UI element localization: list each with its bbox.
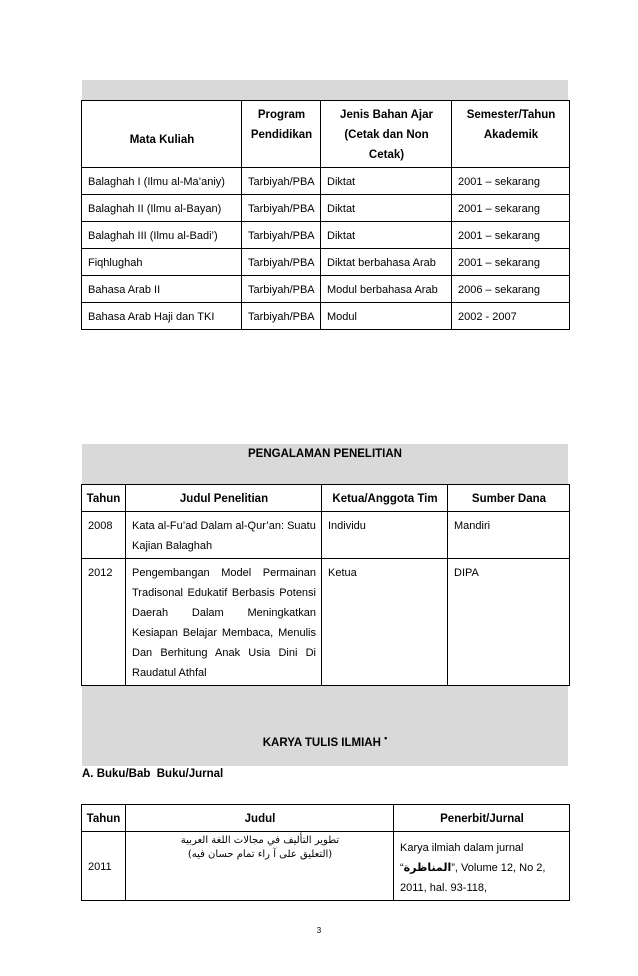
table-row <box>82 832 570 901</box>
cell-semester: 2006 – sekarang <box>452 276 570 303</box>
table-row <box>82 303 570 330</box>
penerbit-arabic: المناظرة <box>403 861 452 874</box>
cell-mata-kuliah: Balaghah I (Ilmu al-Ma’aniy) <box>82 168 242 195</box>
cell-semester: 2001 – sekarang <box>452 168 570 195</box>
cell-program: Tarbiyah/PBA <box>242 276 321 303</box>
header-sumber-dana: Sumber Dana <box>448 485 570 512</box>
judul-arabic-line2: (التعليق على آ راء تمام حسان فيه) <box>187 849 333 860</box>
cell-mata-kuliah: Fiqhlughah <box>82 249 242 276</box>
table-row <box>82 512 570 559</box>
header-judul-penelitian: Judul Penelitian <box>126 485 322 512</box>
karya-header-row <box>82 805 570 832</box>
cell-mata-kuliah: Balaghah III (Ilmu al-Badi’) <box>82 222 242 249</box>
header-semester-tahun: Semester/Tahun Akademik <box>452 101 570 168</box>
cell-jenis: Diktat berbahasa Arab <box>321 249 452 276</box>
cell-jenis: Diktat <box>321 222 452 249</box>
cell-program: Tarbiyah/PBA <box>242 303 321 330</box>
cell-tahun: 2012 <box>82 559 126 686</box>
header-tahun: Tahun <box>82 485 126 512</box>
teaching-header-row <box>82 101 570 168</box>
teaching-top-band <box>82 80 568 100</box>
cell-mata-kuliah: Bahasa Arab Haji dan TKI <box>82 303 242 330</box>
cell-jenis: Diktat <box>321 168 452 195</box>
header-penerbit-jurnal: Penerbit/Jurnal <box>394 805 570 832</box>
research-section-title: PENGALAMAN PENELITIAN <box>248 448 402 460</box>
header-mata-kuliah: Mata Kuliah <box>82 101 242 168</box>
header-judul: Judul <box>126 805 394 832</box>
header-jenis-bahan-ajar: Jenis Bahan Ajar (Cetak dan Non Cetak) <box>321 101 452 168</box>
cell-sumber: DIPA <box>448 559 570 686</box>
cell-semester: 2002 - 2007 <box>452 303 570 330</box>
cell-program: Tarbiyah/PBA <box>242 222 321 249</box>
cell-ketua: Ketua <box>322 559 448 686</box>
karya-section-title <box>82 733 568 749</box>
cell-ketua: Individu <box>322 512 448 559</box>
header-ketua-anggota: Ketua/Anggota Tim <box>322 485 448 512</box>
cell-tahun: 2011 <box>82 832 126 901</box>
header-tahun: Tahun <box>82 805 126 832</box>
cell-judul <box>126 832 394 901</box>
cell-program: Tarbiyah/PBA <box>242 249 321 276</box>
judul-arabic-line1: تطوير التأليف في مجالات اللغة العربية <box>180 835 340 846</box>
cell-program: Tarbiyah/PBA <box>242 195 321 222</box>
karya-table <box>81 804 570 901</box>
cell-program: Tarbiyah/PBA <box>242 168 321 195</box>
cell-judul: Pengembangan Model Permainan Tradisonal Edukatif Berbasis Potensi Daerah Dalam Meningkatkan Kesiapan Belajar Membaca, Menulis Dan Berhitung Anak Usia Dini Di Raudatul Athfal <box>126 559 322 686</box>
karya-title-band <box>82 686 568 766</box>
karya-title-text: KARYA TULIS ILMIAH <box>262 736 381 749</box>
teaching-table <box>81 100 570 330</box>
karya-title-mark: • <box>384 733 388 743</box>
cell-jenis: Modul <box>321 303 452 330</box>
table-row <box>82 249 570 276</box>
cell-semester: 2001 – sekarang <box>452 249 570 276</box>
research-table <box>81 484 570 686</box>
table-row <box>82 276 570 303</box>
cell-jenis: Diktat <box>321 195 452 222</box>
penerbit-suffix: ”, Volume 12, No 2, 2011, hal. 93-118, <box>400 862 546 894</box>
penerbit-prefix: Karya ilmiah dalam jurnal “ <box>400 842 524 874</box>
table-row <box>82 168 570 195</box>
table-row <box>82 195 570 222</box>
cell-semester: 2001 – sekarang <box>452 222 570 249</box>
cell-mata-kuliah: Balaghah II (Ilmu al-Bayan) <box>82 195 242 222</box>
cell-judul: Kata al-Fu’ad Dalam al-Qur’an: Suatu Kajian Balaghah <box>126 512 322 559</box>
cell-tahun: 2008 <box>82 512 126 559</box>
cell-semester: 2001 – sekarang <box>452 195 570 222</box>
page-number: 3 <box>316 926 322 935</box>
cell-sumber: Mandiri <box>448 512 570 559</box>
table-row <box>82 559 570 686</box>
cell-penerbit <box>394 832 570 901</box>
header-program-pendidikan: Program Pendidikan <box>242 101 321 168</box>
research-header-row <box>82 485 570 512</box>
table-row <box>82 222 570 249</box>
cell-mata-kuliah: Bahasa Arab II <box>82 276 242 303</box>
karya-subtitle: A. Buku/Bab Buku/Jurnal <box>82 768 224 780</box>
cell-jenis: Modul berbahasa Arab <box>321 276 452 303</box>
